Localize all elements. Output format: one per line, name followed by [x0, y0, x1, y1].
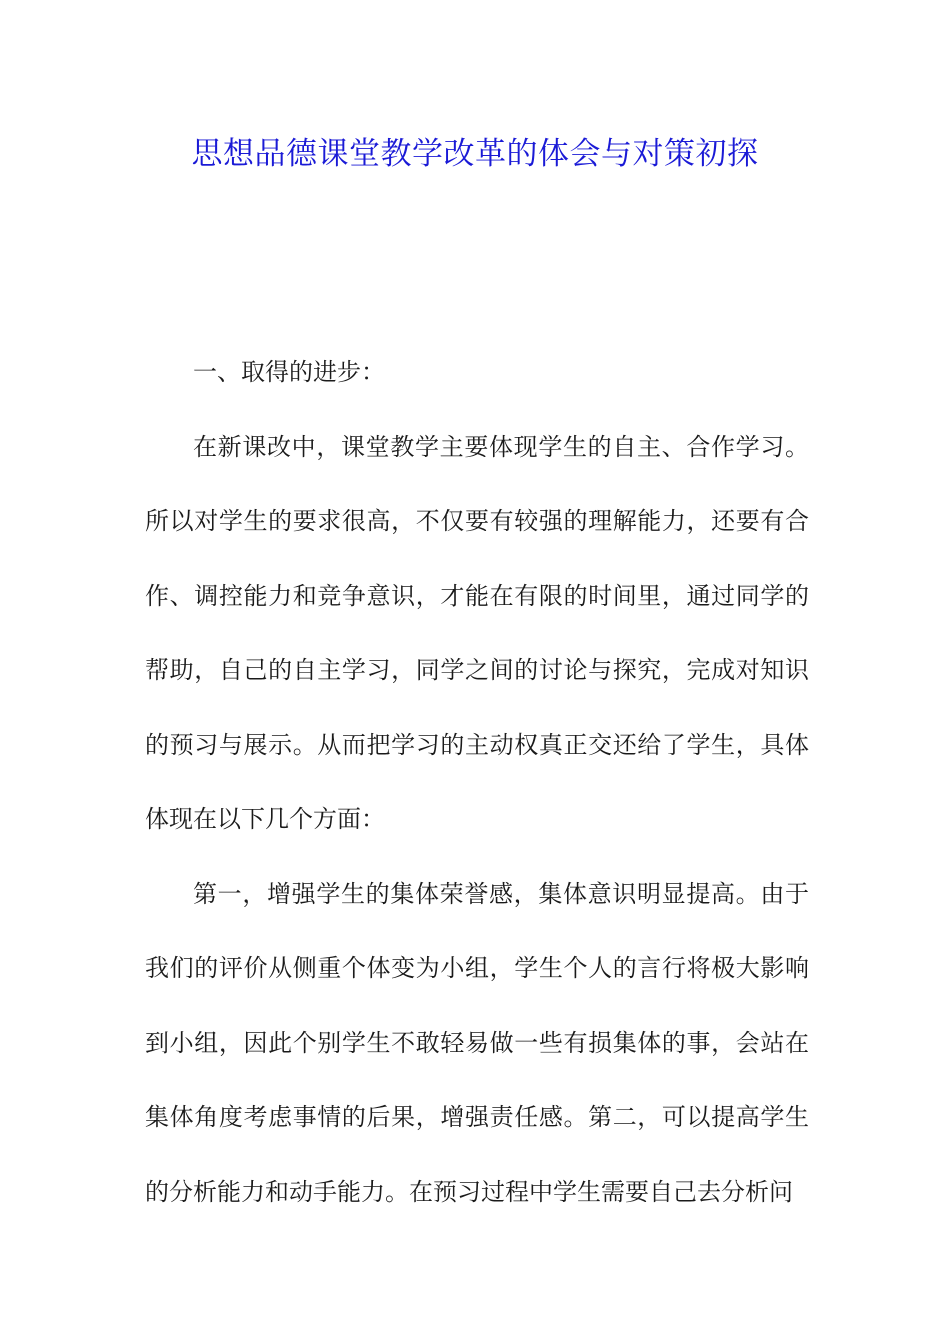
document-title: 思想品德课堂教学改革的体会与对策初探	[191, 136, 759, 172]
section-heading: 一、取得的进步：	[193, 358, 385, 386]
paragraph-2: 第一，增强学生的集体荣誉感，集体意识明显提高。由于我们的评价从侧重个体变为小组，学生个人的言行将极大影响到小组，因此个别学生不敢轻易做一些有损集体的事，会站在集体角度考虑事情的后果，增强责任感。第二，可以提高学生的分析能力和动手能力。在预习过程中学生需要自己去分析问	[145, 879, 809, 1206]
document-body	[145, 335, 809, 1229]
paragraph-1: 在新课改中，课堂教学主要体现学生的自主、合作学习。所以对学生的要求很高，不仅要有较强的理解能力，还要有合作、调控能力和竞争意识，才能在有限的时间里，通过同学的帮助，自己的自主学习，同学之间的讨论与探究，完成对知识的预习与展示。从而把学习的主动权真正交还给了学生，具体体现在以下几个方面：	[145, 432, 809, 833]
